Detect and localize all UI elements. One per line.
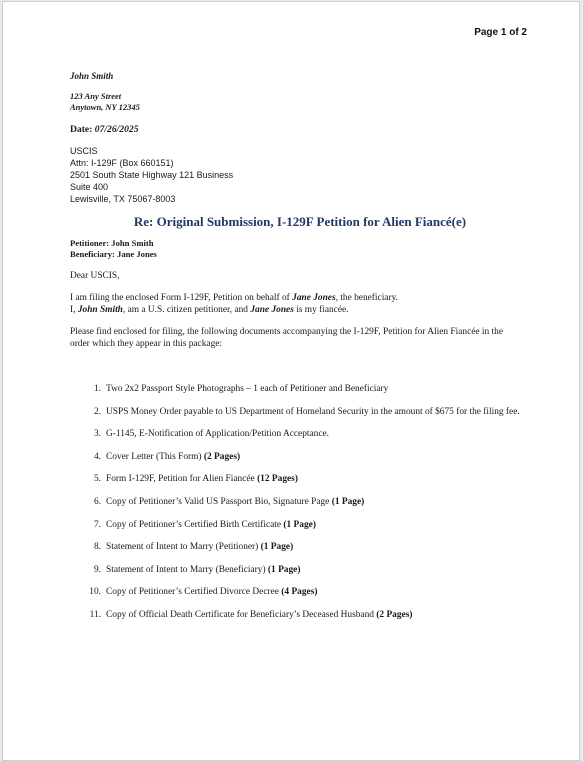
list-item: 4. Cover Letter (This Form) (2 Pages) bbox=[93, 451, 241, 462]
beneficiary-value: Jane Jones bbox=[117, 249, 157, 259]
list-item: 5. Form I-129F, Petition for Alien Fiancée (12 Pages) bbox=[93, 474, 298, 485]
subject-heading: Re: Original Submission, I-129F Petition for Alien Fiancé(e) bbox=[133, 214, 467, 229]
list-item: 9. Statement of Intent to Marry (Beneficiary) (1 Page) bbox=[93, 564, 301, 575]
parties-block bbox=[70, 238, 520, 260]
petitioner-name: John Smith bbox=[77, 305, 123, 315]
date-label: Date: bbox=[70, 124, 93, 135]
beneficiary-name: Jane Jones bbox=[292, 293, 336, 303]
recipient-line: 2501 South State Highway 121 Business bbox=[70, 170, 234, 180]
recipient-line: Attn: I-129F (Box 660151) bbox=[70, 158, 174, 168]
date-value: 07/26/2025 bbox=[94, 124, 139, 135]
list-item: 7. Copy of Petitioner’s Certified Birth Certificate (1 Page) bbox=[93, 519, 316, 530]
beneficiary-name: Jane Jones bbox=[250, 305, 294, 315]
salutation: Dear USCIS, bbox=[70, 271, 120, 281]
para-text: , am a U.S. citizen petitioner, and bbox=[122, 305, 251, 315]
petitioner-line bbox=[70, 238, 520, 249]
list-item: 10. Copy of Petitioner’s Certified Divorce Decree (4 Pages) bbox=[89, 587, 318, 598]
list-item: 8. Statement of Intent to Marry (Petitioner) (1 Page) bbox=[93, 542, 294, 553]
sender-street: 123 Any Street bbox=[70, 91, 122, 101]
list-item: 11. Copy of Official Death Certificate for Beneficiary’s Deceased Husband (2 Pages) bbox=[89, 609, 413, 620]
list-item: 1. Two 2x2 Passport Style Photographs – 1 each of Petitioner and Beneficiary bbox=[93, 384, 389, 394]
sender-address bbox=[70, 91, 520, 113]
recipient-line: USCIS bbox=[70, 146, 98, 156]
para-text: I am filing the enclosed Form I-129F, Petition on behalf of bbox=[70, 293, 293, 303]
beneficiary-label: Beneficiary: bbox=[70, 249, 115, 259]
sender-name: John Smith bbox=[70, 71, 114, 81]
recipient-address bbox=[70, 145, 520, 205]
intro-paragraph bbox=[70, 292, 520, 316]
letter-body bbox=[70, 70, 520, 632]
sender-city: Anytown, NY 12345 bbox=[70, 102, 140, 112]
para-text: I, bbox=[70, 305, 78, 315]
recipient-line: Lewisville, TX 75067-8003 bbox=[70, 194, 176, 204]
petitioner-value: John Smith bbox=[111, 238, 154, 248]
list-item: 3. G-1145, E-Notification of Application/Petition Acceptance. bbox=[93, 429, 330, 440]
page-number: Page 1 of 2 bbox=[474, 27, 527, 38]
enclosure-list bbox=[70, 383, 520, 621]
list-item: 2. USPS Money Order payable to US Department of Homeland Security in the amount of $675 for the filing fee. bbox=[93, 406, 520, 417]
list-item: 6. Copy of Petitioner’s Valid US Passport Bio, Signature Page (1 Page) bbox=[93, 496, 365, 507]
beneficiary-line bbox=[70, 249, 520, 260]
recipient-line: Suite 400 bbox=[70, 182, 109, 192]
document-page bbox=[2, 1, 580, 761]
letter-date bbox=[70, 124, 520, 136]
para-text: is my fiancée. bbox=[293, 305, 349, 315]
petitioner-label: Petitioner: bbox=[70, 238, 110, 248]
para-text: , the beneficiary. bbox=[335, 293, 399, 303]
enclosure-paragraph: Please find enclosed for filing, the following documents accompanying the I-129F, Petition for Alien Fiancée in the order which they appear in this package: bbox=[70, 327, 504, 349]
